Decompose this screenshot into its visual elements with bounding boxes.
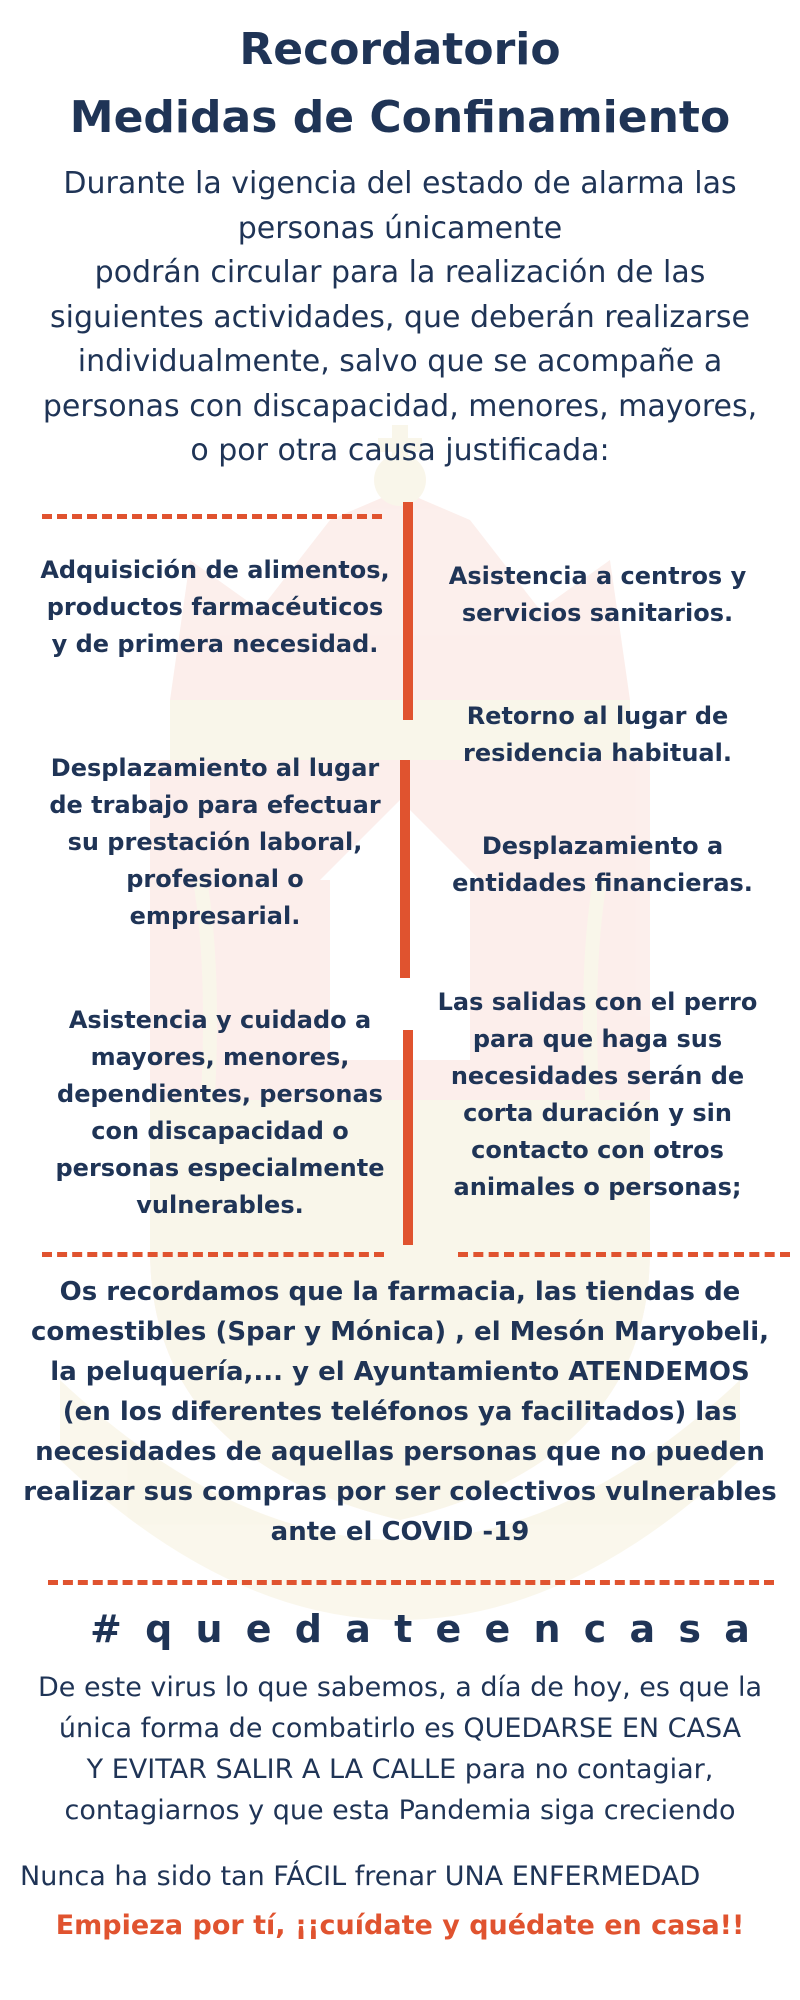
intro-line: personas únicamente <box>237 210 563 246</box>
reminder-paragraph <box>22 1272 778 1552</box>
closing-call-to-action: Empieza por tí, ¡¡cuídate y quédate en casa!! <box>55 1910 745 1941</box>
activity-line: personas especialmente <box>55 1154 385 1182</box>
activity-line: animales o personas; <box>453 1173 742 1201</box>
reminder-line: la peluquería,... y el Ayuntamiento ATENDEMOS <box>50 1357 750 1387</box>
activity-line: Las salidas con el perro <box>437 988 758 1016</box>
hashtag-char: d <box>294 1607 322 1651</box>
reminder-line: (en los diferentes teléfonos ya facilitados) las <box>62 1397 738 1427</box>
activity-line: de trabajo para efectuar <box>49 791 381 819</box>
activity-line: empresarial. <box>129 902 301 930</box>
intro-line: podrán circular para la realización de las <box>94 255 706 290</box>
activity-line: corta duración y sin <box>463 1099 732 1127</box>
activity-line: Desplazamiento a <box>481 832 724 860</box>
activity-dog-walk <box>425 984 770 1206</box>
activity-line: servicios sanitarios. <box>461 599 734 627</box>
never-easy-text: Nunca ha sido tan FÁCIL frenar UNA ENFERMEDAD <box>20 1861 701 1892</box>
hashtag-char: e <box>484 1607 511 1651</box>
intro-line: individualmente, salvo que se acompañe a <box>77 344 723 379</box>
hashtag-char: n <box>533 1607 561 1651</box>
center-divider-bar <box>400 760 410 978</box>
hashtag-char: s <box>678 1607 701 1651</box>
hashtag-char: e <box>245 1607 272 1651</box>
activity-line: profesional o <box>126 865 304 893</box>
virus-line: De este virus lo que sabemos, a día de hoy, es que la <box>37 1672 762 1703</box>
reminder-line: ante el COVID -19 <box>270 1517 530 1547</box>
center-divider-bar <box>403 502 413 720</box>
center-divider-bar <box>403 1030 413 1245</box>
activity-line: vulnerables. <box>136 1191 304 1219</box>
activity-line: Retorno al lugar de <box>466 702 729 730</box>
activity-line: mayores, menores, <box>90 1043 350 1071</box>
hashtag-char: q <box>145 1607 173 1651</box>
hashtag-char: a <box>345 1607 371 1651</box>
activity-return-home <box>425 698 770 772</box>
activity-line: contacto con otros <box>471 1136 724 1164</box>
page-title-line-1: Recordatorio <box>239 24 561 75</box>
activity-work <box>30 750 400 935</box>
activity-food <box>30 552 400 663</box>
hashtag-char: t <box>394 1607 413 1651</box>
virus-line: contagiarnos y que esta Pandemia siga creciendo <box>64 1795 736 1826</box>
reminder-line: realizar sus compras por ser colectivos vulnerables <box>23 1477 777 1507</box>
virus-paragraph <box>20 1667 780 1831</box>
intro-paragraph <box>30 162 770 474</box>
activity-line: residencia habitual. <box>463 739 732 767</box>
hashtag-char: # <box>90 1607 122 1651</box>
activity-line: Asistencia y cuidado a <box>68 1006 372 1034</box>
dashed-divider <box>42 514 382 519</box>
hashtag-quedateencasa <box>90 1604 750 1654</box>
hashtag-char: a <box>724 1607 750 1651</box>
intro-line: Durante la vigencia del estado de alarma las <box>63 166 737 201</box>
virus-line: Y EVITAR SALIR A LA CALLE para no contagiar, <box>86 1754 714 1785</box>
page-title-line-2: Medidas de Confinamiento <box>69 92 731 143</box>
activity-line: su prestación laboral, <box>67 828 363 856</box>
activity-line: Asistencia a centros y <box>448 562 747 590</box>
reminder-line: necesidades de aquellas personas que no pueden <box>35 1437 765 1467</box>
dashed-divider <box>48 1580 774 1585</box>
reminder-line: comestibles (Spar y Mónica) , el Mesón Maryobeli, <box>30 1317 770 1347</box>
hashtag-char: u <box>195 1607 223 1651</box>
activity-financial <box>430 828 775 902</box>
activity-care <box>40 1002 400 1224</box>
dashed-divider <box>458 1252 790 1257</box>
dashed-divider <box>42 1252 384 1257</box>
activity-line: Adquisición de alimentos, <box>40 556 390 584</box>
hashtag-char: c <box>583 1607 607 1651</box>
activity-health-centers <box>425 558 770 632</box>
activity-line: entidades financieras. <box>452 869 753 897</box>
activity-line: dependientes, personas <box>57 1080 383 1108</box>
activity-line: con discapacidad o <box>91 1117 349 1145</box>
hashtag-char: a <box>629 1607 656 1651</box>
activity-line: productos farmacéuticos <box>46 593 384 621</box>
activity-line: Desplazamiento al lugar <box>50 754 380 782</box>
activity-line: y de primera necesidad. <box>51 630 379 658</box>
activity-line: para que haga sus <box>472 1025 723 1053</box>
reminder-line: Os recordamos que la farmacia, las tiendas de <box>59 1277 741 1307</box>
intro-line: siguientes actividades, que deberán realizarse <box>50 299 750 335</box>
hashtag-char: e <box>435 1607 462 1651</box>
activity-line: necesidades serán de <box>450 1062 745 1090</box>
intro-line: personas con discapacidad, menores, mayores, <box>42 388 758 424</box>
intro-line: o por otra causa justificada: <box>190 433 610 468</box>
virus-line: única forma de combatirlo es QUEDARSE EN CASA <box>58 1713 742 1744</box>
